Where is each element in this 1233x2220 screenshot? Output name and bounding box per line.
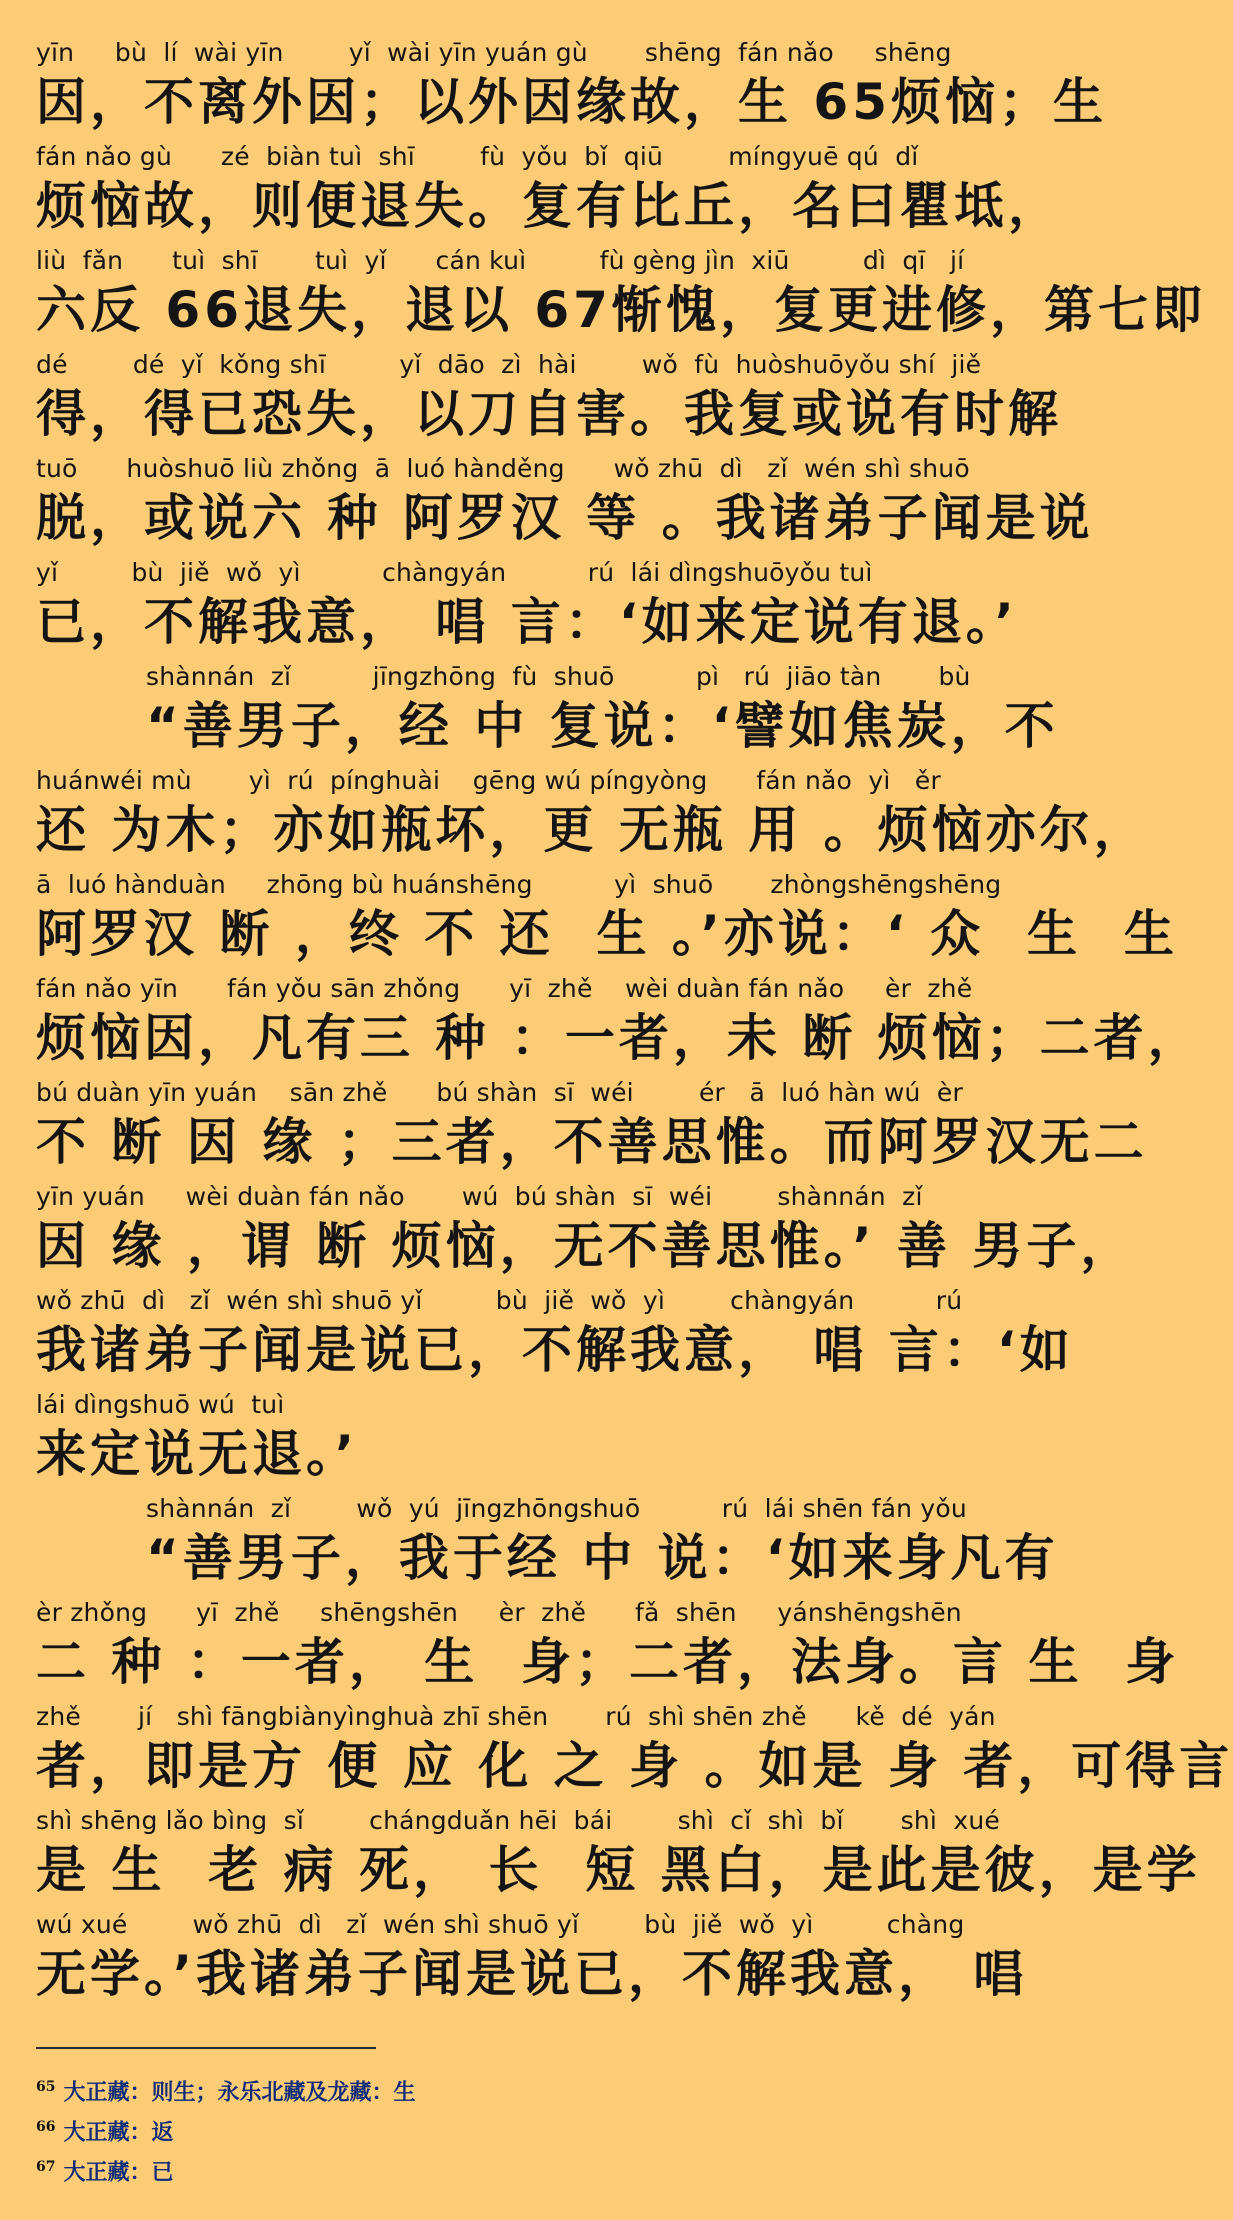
pinyin-line: wǒ zhū dì zǐ wén shì shuō yǐ bù jiě wǒ yì chàngyán rú <box>36 1286 963 1315</box>
chinese-line: 二 种 ：一者， 生 身；二者，法身。言 生 身 <box>36 1633 1180 1691</box>
chinese-line: 因，不离外因；以外因缘故，生 65烦恼；生 <box>36 73 1107 131</box>
pinyin-line: dé dé yǐ kǒng shī yǐ dāo zì hài wǒ fù huòshuōyǒu shí jiě <box>36 350 982 379</box>
footnote <box>36 2070 936 2104</box>
chinese-line: “善男子，经 中 复说：‘譬如焦炭，不 <box>146 697 1059 755</box>
footnote-number: 65 <box>36 2079 56 2095</box>
chinese-line: 我诸弟子闻是说已，不解我意， 唱 言：‘如 <box>36 1321 1074 1379</box>
pinyin-line: shì shēng lǎo bìng sǐ chángduǎn hēi bái shì cǐ shì bǐ shì xué <box>36 1806 1000 1835</box>
footnote-number: 67 <box>36 2159 56 2175</box>
chinese-line: 因 缘 ，谓 断 烦恼，无不善思惟。’ 善 男子， <box>36 1217 1135 1275</box>
pinyin-line: shànnán zǐ jīngzhōng fù shuō pì rú jiāo tàn bù <box>146 662 971 691</box>
chinese-line: 不 断 因 缘 ；三者，不善思惟。而阿罗汉无二 <box>36 1113 1148 1171</box>
footnote-divider <box>36 2047 376 2049</box>
pinyin-line: tuō huòshuō liù zhǒng ā luó hànděng wǒ zhū dì zǐ wén shì shuō <box>36 454 970 483</box>
pinyin-line: yǐ bù jiě wǒ yì chàngyán rú lái dìngshuōyǒu tuì <box>36 558 873 587</box>
pinyin-line: yīn yuán wèi duàn fán nǎo wú bú shàn sī wéi shànnán zǐ <box>36 1182 923 1211</box>
chinese-line: 已，不解我意， 唱 言：‘如来定说有退。’ <box>36 593 1018 651</box>
pinyin-line: liù fǎn tuì shī tuì yǐ cán kuì fù gèng jìn xiū dì qī jí <box>36 246 965 275</box>
pinyin-line: zhě jí shì fāngbiànyìnghuà zhī shēn rú shì shēn zhě kě dé yán <box>36 1702 996 1731</box>
chinese-line: 脱，或说六 种 阿罗汉 等 。我诸弟子闻是说 <box>36 489 1094 547</box>
pinyin-line: bú duàn yīn yuán sān zhě bú shàn sī wéi ér ā luó hàn wú èr <box>36 1078 963 1107</box>
chinese-line: 无学。’我诸弟子闻是说已，不解我意， 唱 <box>36 1945 1028 2003</box>
footnote <box>36 2110 936 2144</box>
chinese-line: 烦恼故，则便退失。复有比丘，名曰瞿坻， <box>36 177 1062 235</box>
chinese-line: 六反 66退失，退以 67惭愧，复更进修，第七即 <box>36 281 1206 339</box>
pinyin-line: ā luó hànduàn zhōng bù huánshēng yì shuō zhòngshēngshēng <box>36 870 1002 899</box>
pinyin-line: fán nǎo gù zé biàn tuì shī fù yǒu bǐ qiū míngyuē qú dǐ <box>36 142 919 171</box>
footnote-text: 大正藏：已 <box>63 2159 174 2186</box>
pinyin-line: yīn bù lí wài yīn yǐ wài yīn yuán gù shēng fán nǎo shēng <box>36 38 952 67</box>
chinese-line: 还 为木；亦如瓶坏，更 无瓶 用 。烦恼亦尔， <box>36 801 1148 859</box>
footnote-number: 66 <box>36 2119 56 2135</box>
pinyin-line: lái dìngshuō wú tuì <box>36 1390 285 1419</box>
chinese-line: “善男子，我于经 中 说：‘如来身凡有 <box>146 1529 1059 1587</box>
chinese-line: 来定说无退。’ <box>36 1425 358 1483</box>
pinyin-line: èr zhǒng yī zhě shēngshēn èr zhě fǎ shēn yánshēngshēn <box>36 1598 962 1627</box>
pinyin-line: fán nǎo yīn fán yǒu sān zhǒng yī zhě wèi duàn fán nǎo èr zhě <box>36 974 973 1003</box>
chinese-line: 阿罗汉 断 ，终 不 还 生 。’亦说：‘ 众 生 生 <box>36 905 1178 963</box>
chinese-line: 是 生 老 病 死， 长 短 黑白，是此是彼，是学 <box>36 1841 1201 1899</box>
chinese-line: 得，得已恐失，以刀自害。我复或说有时解 <box>36 385 1062 443</box>
chinese-line: 者，即是方 便 应 化 之 身 。如是 身 者，可得言 <box>36 1737 1233 1795</box>
footnote <box>36 2150 936 2184</box>
footnote-text: 大正藏：返 <box>63 2119 174 2146</box>
pinyin-line: shànnán zǐ wǒ yú jīngzhōngshuō rú lái shēn fán yǒu <box>146 1494 967 1523</box>
footnote-text: 大正藏：则生；永乐北藏及龙藏：生 <box>63 2079 416 2106</box>
pinyin-line: huánwéi mù yì rú pínghuài gēng wú píngyòng fán nǎo yì ěr <box>36 766 941 795</box>
chinese-line: 烦恼因，凡有三 种 ：一者，未 断 烦恼；二者， <box>36 1009 1202 1067</box>
pinyin-line: wú xué wǒ zhū dì zǐ wén shì shuō yǐ bù jiě wǒ yì chàng <box>36 1910 965 1939</box>
